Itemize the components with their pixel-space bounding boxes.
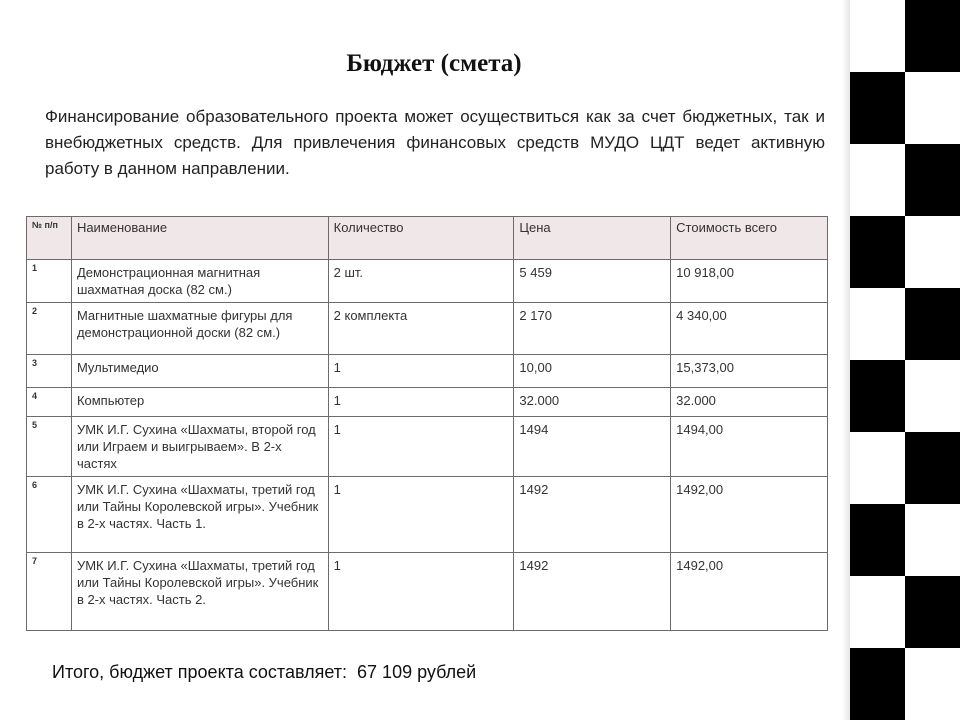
- cell-price: 5 459: [514, 260, 671, 303]
- cell-qty: 1: [328, 417, 514, 477]
- cell-qty: 1: [328, 553, 514, 631]
- table-row: [27, 553, 828, 631]
- cell-total: 1492,00: [671, 553, 828, 631]
- checker-square: [850, 72, 905, 144]
- checker-square: [905, 288, 960, 360]
- cell-qty: 1: [328, 388, 514, 417]
- checker-square: [850, 216, 905, 288]
- cell-num: 1: [27, 260, 72, 303]
- cell-name: УМК И.Г. Сухина «Шахматы, третий год или Тайны Королевской игры». Учебник в 2-х частях. Часть 2.: [71, 553, 328, 631]
- checker-square: [905, 360, 960, 432]
- checker-square: [905, 648, 960, 720]
- table-row: [27, 303, 828, 355]
- cell-num: 3: [27, 355, 72, 388]
- cell-price: 32.000: [514, 388, 671, 417]
- cell-total: 10 918,00: [671, 260, 828, 303]
- cell-qty: 2 шт.: [328, 260, 514, 303]
- cell-qty: 2 комплекта: [328, 303, 514, 355]
- checker-square: [850, 576, 905, 648]
- table-row: [27, 417, 828, 477]
- checker-square: [850, 360, 905, 432]
- checker-square: [905, 576, 960, 648]
- cell-price: 1492: [514, 477, 671, 553]
- table-row: [27, 355, 828, 388]
- checker-square: [905, 72, 960, 144]
- table-row: [27, 477, 828, 553]
- cell-num: 5: [27, 417, 72, 477]
- cell-price: 10,00: [514, 355, 671, 388]
- table-header-row: [27, 217, 828, 260]
- cell-name: УМК И.Г. Сухина «Шахматы, второй год или Играем и выигрываем». В 2-х частях: [71, 417, 328, 477]
- cell-qty: 1: [328, 355, 514, 388]
- page-title: Бюджет (смета): [346, 50, 522, 77]
- cell-price: 2 170: [514, 303, 671, 355]
- checker-square: [850, 432, 905, 504]
- checker-square: [905, 504, 960, 576]
- cell-qty: 1: [328, 477, 514, 553]
- table-row: [27, 260, 828, 303]
- cell-name: УМК И.Г. Сухина «Шахматы, третий год или Тайны Королевской игры». Учебник в 2-х частях. Часть 1.: [71, 477, 328, 553]
- cell-total: 32.000: [671, 388, 828, 417]
- header-qty: Количество: [328, 217, 514, 260]
- checker-square: [850, 504, 905, 576]
- checker-square: [850, 288, 905, 360]
- header-total: Стоимость всего: [671, 217, 828, 260]
- cell-name: Демонстрационная магнитная шахматная доска (82 см.): [71, 260, 328, 303]
- budget-total: [52, 662, 476, 683]
- header-num: № п/п: [27, 217, 72, 260]
- checker-square: [850, 144, 905, 216]
- checker-square: [905, 144, 960, 216]
- table-row: [27, 388, 828, 417]
- cell-name: Компьютер: [71, 388, 328, 417]
- slide-edge-shadow: [842, 0, 850, 720]
- checker-square: [905, 0, 960, 72]
- cell-name: Магнитные шахматные фигуры для демонстрационной доски (82 см.): [71, 303, 328, 355]
- checker-square: [905, 216, 960, 288]
- checker-square: [850, 648, 905, 720]
- total-label: Итого, бюджет проекта составляет:: [52, 662, 348, 682]
- cell-price: 1492: [514, 553, 671, 631]
- checker-square: [905, 432, 960, 504]
- cell-num: 7: [27, 553, 72, 631]
- cell-total: 4 340,00: [671, 303, 828, 355]
- budget-table: [26, 216, 828, 631]
- cell-name: Мультимедио: [71, 355, 328, 388]
- header-name: Наименование: [71, 217, 328, 260]
- total-amount: 67 109 рублей: [357, 662, 477, 682]
- cell-num: 2: [27, 303, 72, 355]
- cell-num: 6: [27, 477, 72, 553]
- cell-num: 4: [27, 388, 72, 417]
- checker-square: [850, 0, 905, 72]
- cell-total: 1492,00: [671, 477, 828, 553]
- checkerboard-border: [850, 0, 960, 720]
- header-price: Цена: [514, 217, 671, 260]
- cell-total: 15,373,00: [671, 355, 828, 388]
- intro-paragraph: Финансирование образовательного проекта может осуществиться как за счет бюджетных, так и внебюджетных средств. Для привлечения финансовых средств МУДО ЦДТ ведет активную работу в данном направлении.: [45, 107, 825, 178]
- cell-price: 1494: [514, 417, 671, 477]
- cell-total: 1494,00: [671, 417, 828, 477]
